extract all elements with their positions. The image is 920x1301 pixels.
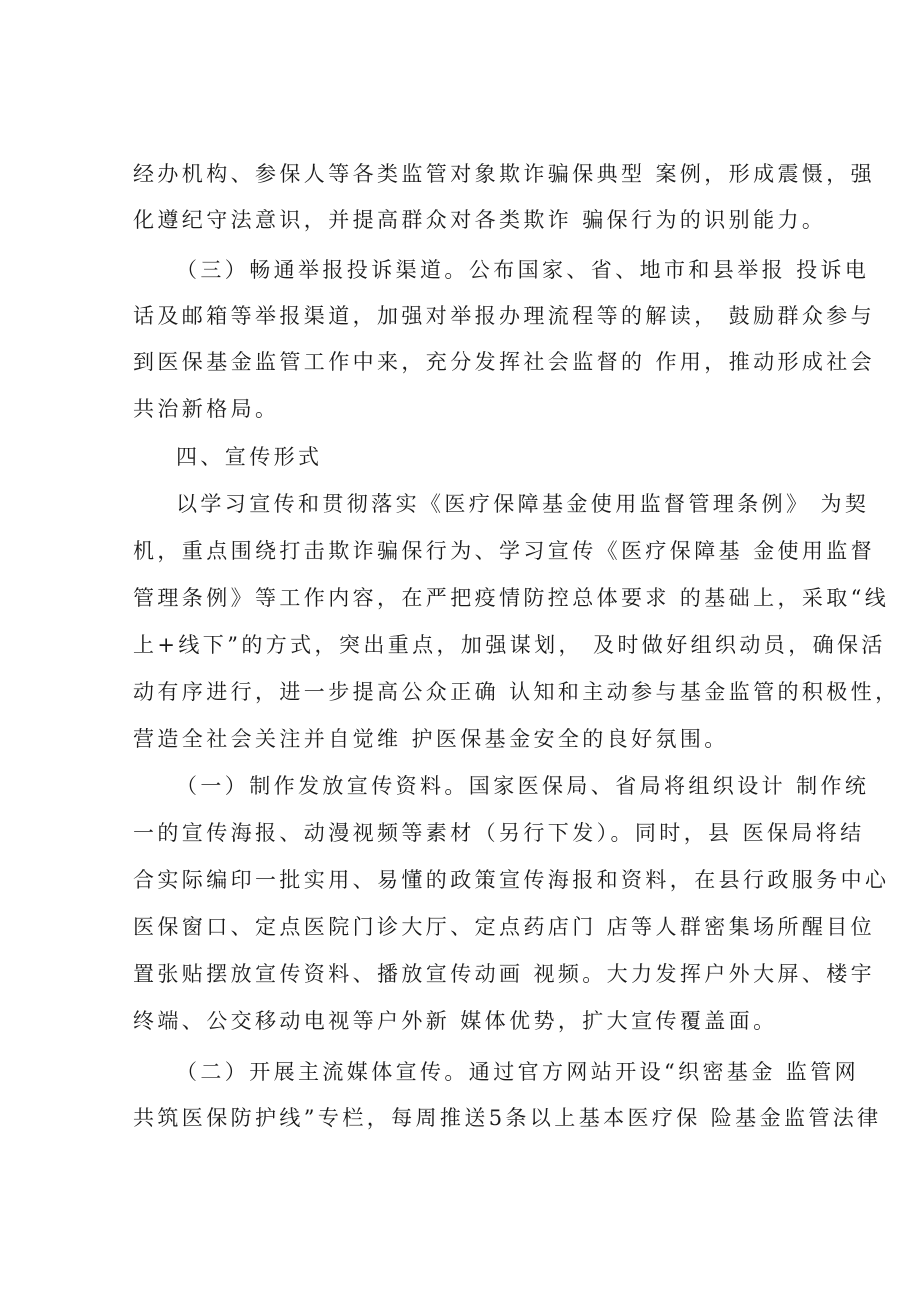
text-line: 管理条例》等工作内容，在严把疫情防控总体要求 的基础上，采取“线 [133,586,890,610]
text-line: 置张贴摆放宣传资料、播放宣传动画 视频。大力发挥户外大屏、楼宇 [133,962,876,986]
text-line: 营造全社会关注并自觉维 护医保基金安全的良好氛围。 [133,727,729,751]
text-line: 动有序进行，进一步提高公众正确 认知和主动参与基金监管的积极性， [133,680,900,704]
section-heading-line: （一）制作发放宣传资料。国家医保局、省局将组织设计 制作统 [176,774,870,798]
text-line: 化遵纪守法意识，并提高群众对各类欺诈 骗保行为的识别能力。 [133,208,827,232]
text-line: 经办机构、参保人等各类监管对象欺诈骗保典型 案例，形成震慑，强 [133,162,876,186]
section-title: 四、宣传形式 [176,445,323,469]
text-line: 机，重点围绕打击欺诈骗保行为、学习宣传《医疗保障基 金使用监督 [133,539,876,563]
text-line: 到医保基金监管工作中来，充分发挥社会监督的 作用，推动形成社会 [133,350,876,374]
text-line: 上+线下”的方式，突出重点，加强谋划， 及时做好组织动员，确保活 [133,633,886,657]
text-line: 医保窗口、定点医院门诊大厅、定点药店门 店等人群密集场所醒目位 [133,915,876,939]
text-line: 终端、公交移动电视等户外新 媒体优势，扩大宣传覆盖面。 [133,1009,778,1033]
text-line: 共治新格局。 [133,397,280,421]
text-line: 共筑医保防护线”专栏，每周推送5条以上基本医疗保 险基金监管法律 [133,1106,882,1130]
text-line: 以学习宣传和贯彻落实《医疗保障基金使用监督管理条例》 为契 [176,492,870,516]
text-line: 合实际编印一批实用、易懂的政策宣传海报和资料，在县行政服务中心 [133,868,890,892]
text-line: 一的宣传海报、动漫视频等素材（另行下发）。同时，县 医保局将结 [133,821,865,845]
text-line: 话及邮箱等举报渠道，加强对举报办理流程等的解读， 鼓励群众参与 [133,304,876,328]
section-heading-line: （二）开展主流媒体宣传。通过官方网站开设“织密基金 监管网 [176,1060,860,1084]
section-heading-line: （三）畅通举报投诉渠道。公布国家、省、地市和县举报 投诉电 [176,258,870,282]
